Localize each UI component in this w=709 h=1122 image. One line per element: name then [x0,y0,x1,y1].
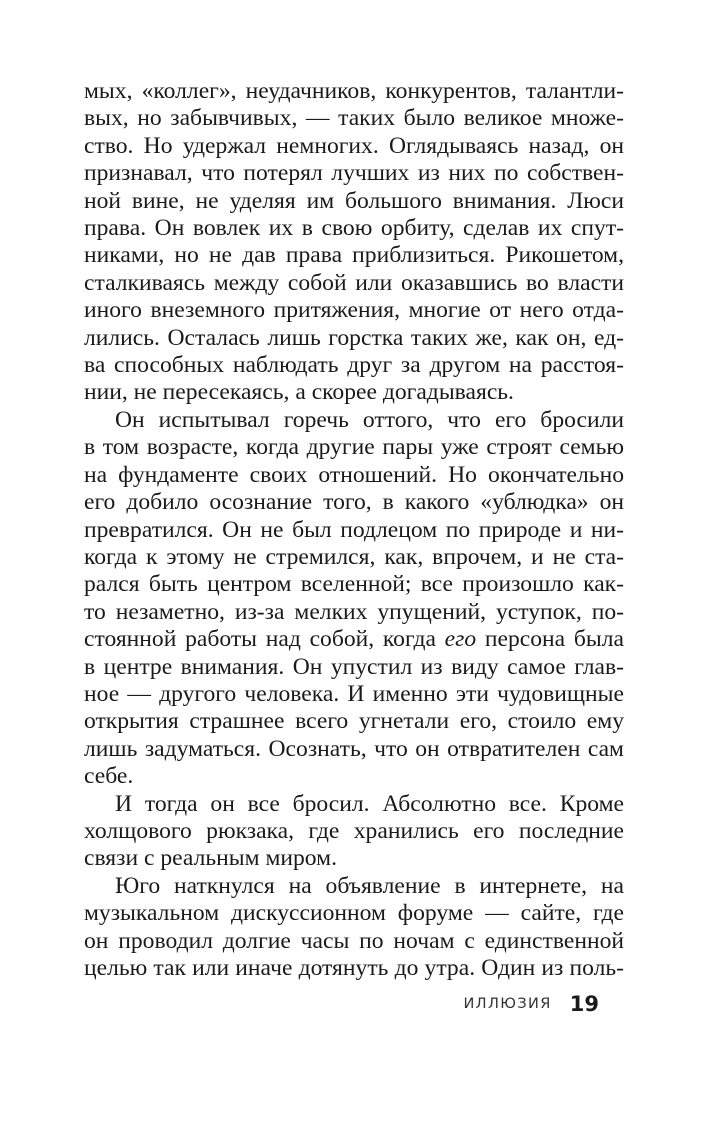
running-head: ИЛЛЮЗИЯ [463,996,552,1012]
text-line: И тогда он все бросил. Абсолютно все. Кроме [115,790,624,817]
text-line: ва способных наблюдать друг за другом на расстоя- [84,352,624,379]
page-number: 19 [569,992,599,1016]
text-line: музыкальном дискуссионном форуме — сайте, где [84,900,624,927]
text-line: вых, но забывчивых, — таких было великое множе- [84,105,624,132]
text-line: права. Он вовлек их в свою орбиту, сделав их спут- [84,215,624,242]
text-line: мых, «коллег», неудачников, конкурентов, талантли- [84,78,624,104]
text-line: открытия страшнее всего угнетали его, стоило ему [84,708,624,735]
text-line: стоянной работы над собой, когда его персона была [84,626,624,653]
text-line: Он испытывал горечь оттого, что его бросили [115,406,624,433]
text-line: его добило осознание того, в какого «ублюдка» он [84,489,624,516]
text-line: рался быть центром вселенной; все произошло как- [84,571,624,598]
text-line: сталкиваясь между собой или оказавшись во власти [84,269,624,296]
text-line: признавал, что потерял лучших из них по собствен- [84,160,624,187]
paragraph-3 [84,791,624,873]
text-line: Юго наткнулся на объявление в интернете, на [115,872,624,899]
emphasis-word: его [444,626,477,653]
text-line: в том возрасте, когда другие пары уже строят семью [84,434,624,461]
paragraph-1 [84,78,624,407]
text-line: когда к этому не стремился, как, впрочем, и не ста- [84,543,624,570]
text-line: лились. Осталась лишь горстка таких же, как он, ед- [84,324,624,351]
text-line: иного внеземного притяжения, многие от него отда- [84,297,624,324]
text-line: в центре внимания. Он упустил из виду самое глав- [84,653,624,680]
text-line: связи с реальным миром. [84,845,337,872]
text-line: то незаметно, из-за мелких упущений, уступок, по- [84,598,624,625]
text-line: никами, но не дав права приблизиться. Рикошетом, [84,242,624,269]
text-line: лишь задуматься. Осознать, что он отвратителен сам [84,735,624,762]
paragraph-4 [84,873,624,983]
text-line: ное — другого человека. И именно эти чудовищные [84,680,624,707]
paragraph-2 [84,407,624,791]
text-line: на фундаменте своих отношений. Но окончательно [84,461,624,488]
text-line: себе. [84,763,134,790]
text-line: нии, не пересекаясь, а скорее догадываясь. [84,379,514,406]
page-footer [0,992,599,1016]
text-line: целью так или иначе дотянуть до утра. Один из поль- [84,955,624,981]
text-line: превратился. Он не был подлецом по природе и ни- [84,516,624,543]
text-line: ство. Но удержал немногих. Оглядываясь назад, он [84,132,624,159]
body-text [84,78,624,982]
text-line: ной вине, не уделяя им большого внимания. Люси [84,187,624,214]
text-line: холщового рюкзака, где хранились его последние [84,817,624,844]
text-line: он проводил долгие часы по ночам с единственной [84,927,624,954]
